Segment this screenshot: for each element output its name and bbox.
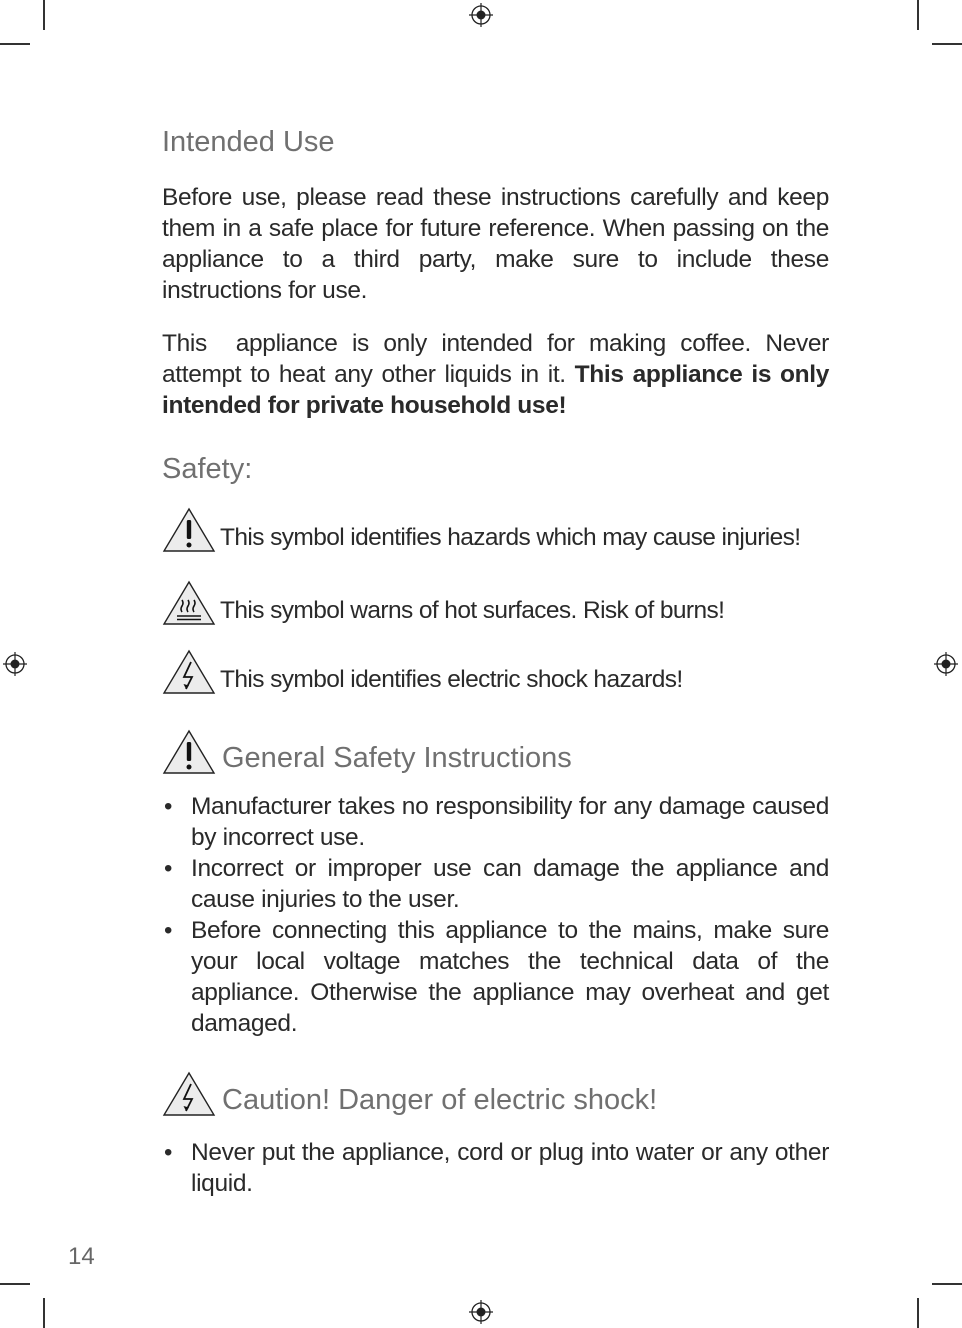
- safety-title: Safety:: [162, 453, 253, 485]
- bullet-glyph: •: [164, 1139, 173, 1166]
- general-safety-heading: [162, 727, 829, 775]
- general-safety-title: General Safety Instructions: [222, 742, 572, 774]
- page-number: 14: [68, 1243, 95, 1270]
- symbol-description: This symbol identifies hazards which may cause injuries!: [220, 524, 801, 551]
- symbol-description: This symbol warns of hot surfaces. Risk of burns!: [220, 597, 725, 624]
- symbol-row-injury: [162, 505, 829, 553]
- crop-mark: [0, 1283, 30, 1285]
- exclamation-triangle-icon: [162, 729, 216, 775]
- paragraph-text: This appliance is only intended for making coffee. Never attempt to heat any other liquids in it.: [162, 330, 836, 388]
- lightning-triangle-icon: [162, 1071, 216, 1117]
- crop-mark: [917, 0, 919, 30]
- registration-mark-icon: [469, 1300, 493, 1324]
- bullet-glyph: •: [164, 855, 173, 882]
- registration-mark-icon: [469, 3, 493, 27]
- registration-mark-icon: [934, 652, 958, 676]
- crop-mark: [43, 0, 45, 30]
- list-item-text: Before connecting this appliance to the mains, make sure your local voltage matches the technical data of the appliance. Otherwise the appliance may overheat and get damaged.: [191, 917, 829, 1037]
- list-item-text: Incorrect or improper use can damage the appliance and cause injuries to the user.: [191, 855, 829, 913]
- list-item: [162, 915, 829, 1039]
- intended-use-title: Intended Use: [162, 126, 335, 158]
- registration-mark-icon: [3, 652, 27, 676]
- caution-list: [162, 1137, 829, 1199]
- symbol-row-electric: [162, 647, 829, 695]
- crop-mark: [932, 1283, 962, 1285]
- bullet-glyph: •: [164, 793, 173, 820]
- exclamation-triangle-icon: [162, 507, 216, 553]
- list-item: [162, 791, 829, 853]
- symbol-description: This symbol identifies electric shock hazards!: [220, 666, 683, 693]
- bullet-glyph: •: [164, 917, 173, 944]
- list-item: [162, 853, 829, 915]
- caution-heading: [162, 1069, 829, 1117]
- intended-use-paragraph-1: Before use, please read these instructions carefully and keep them in a safe place for future reference. When passing on the appliance to a third party, make sure to include these instructions for use.: [162, 184, 829, 304]
- page-content: [162, 124, 836, 1199]
- caution-title: Caution! Danger of electric shock!: [222, 1084, 658, 1116]
- list-item-text: Never put the appliance, cord or plug into water or any other liquid.: [191, 1139, 829, 1197]
- crop-mark: [0, 43, 30, 45]
- symbol-row-hot-surface: [162, 578, 829, 626]
- paragraph-bold-text: This appliance is only intended for private household use!: [162, 361, 829, 419]
- lightning-triangle-icon: [162, 649, 216, 695]
- list-item: [162, 1137, 829, 1199]
- intended-use-paragraph-2: [162, 328, 836, 421]
- hot-surface-triangle-icon: [162, 580, 216, 626]
- general-safety-list: [162, 791, 829, 1039]
- crop-mark: [917, 1298, 919, 1328]
- crop-mark: [932, 43, 962, 45]
- crop-mark: [43, 1298, 45, 1328]
- list-item-text: Manufacturer takes no responsibility for any damage caused by incorrect use.: [191, 793, 829, 851]
